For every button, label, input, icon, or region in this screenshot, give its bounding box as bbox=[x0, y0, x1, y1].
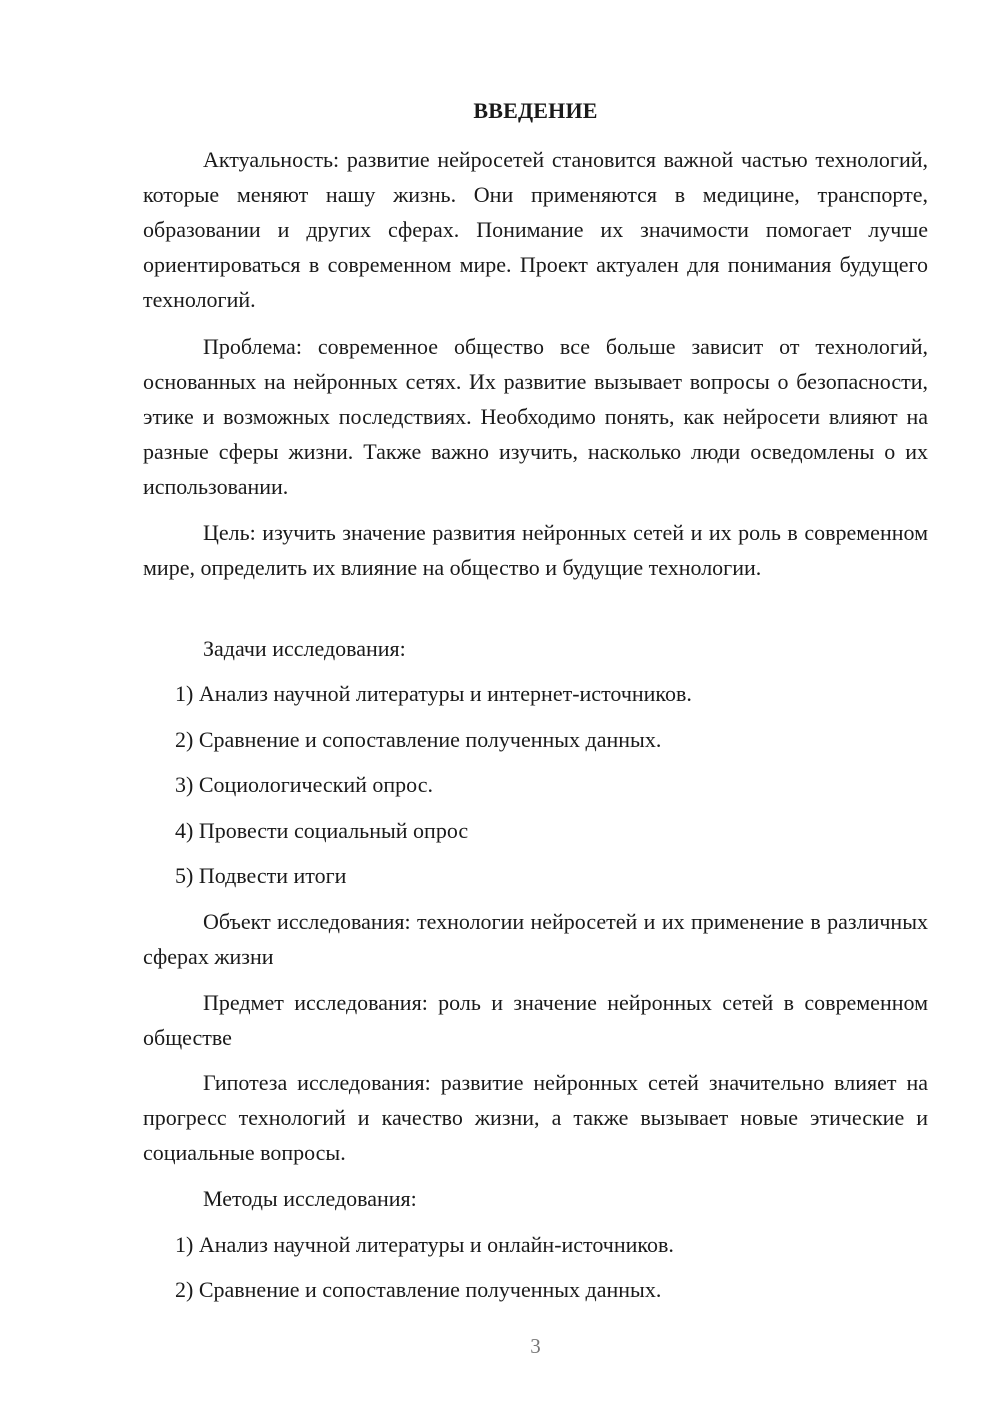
task-item-3: 3) Социологический опрос. bbox=[175, 772, 433, 797]
paragraph-hypothesis: Гипотеза исследования: развитие нейронных сетей значительно влияет на прогресс технологий и качество жизни, а также вызывает новые этические и социальные вопросы. bbox=[143, 1070, 928, 1165]
paragraph-goal: Цель: изучить значение развития нейронных сетей и их роль в современном мире, определить их влияние на общество и будущие технологии. bbox=[143, 520, 928, 580]
page-title: ВВЕДЕНИЕ bbox=[473, 98, 598, 123]
methods-heading: Методы исследования: bbox=[203, 1186, 417, 1211]
paragraph-problem: Проблема: современное общество все больше зависит от технологий, основанных на нейронных сетях. Их развитие вызывает вопросы о безопасности, этике и возможных последствиях. Необходимо понять, как нейросети влияют на разные сферы жизни. Также важно изучить, насколько люди осведомлены о их использовании. bbox=[143, 334, 928, 499]
task-item-4: 4) Провести социальный опрос bbox=[175, 818, 469, 843]
task-item-2: 2) Сравнение и сопоставление полученных данных. bbox=[175, 727, 662, 752]
paragraph-relevance: Актуальность: развитие нейросетей становится важной частью технологий, которые меняют нашу жизнь. Они применяются в медицине, транспорте, образовании и других сферах. Понимание их значимости помогает лучше ориентироваться в современном мире. Проект актуален для понимания будущего технологий. bbox=[143, 147, 928, 312]
paragraph-object: Объект исследования: технологии нейросетей и их применение в различных сферах жизни bbox=[143, 909, 928, 969]
method-item-1: 1) Анализ научной литературы и онлайн-источников. bbox=[175, 1232, 674, 1257]
paragraph-subject: Предмет исследования: роль и значение нейронных сетей в современном обществе bbox=[143, 990, 928, 1050]
task-item-1: 1) Анализ научной литературы и интернет-источников. bbox=[175, 681, 692, 706]
method-item-2: 2) Сравнение и сопоставление полученных данных. bbox=[175, 1277, 662, 1302]
task-item-5: 5) Подвести итоги bbox=[175, 863, 347, 888]
tasks-heading: Задачи исследования: bbox=[203, 636, 406, 661]
page-number: 3 bbox=[530, 1334, 541, 1358]
